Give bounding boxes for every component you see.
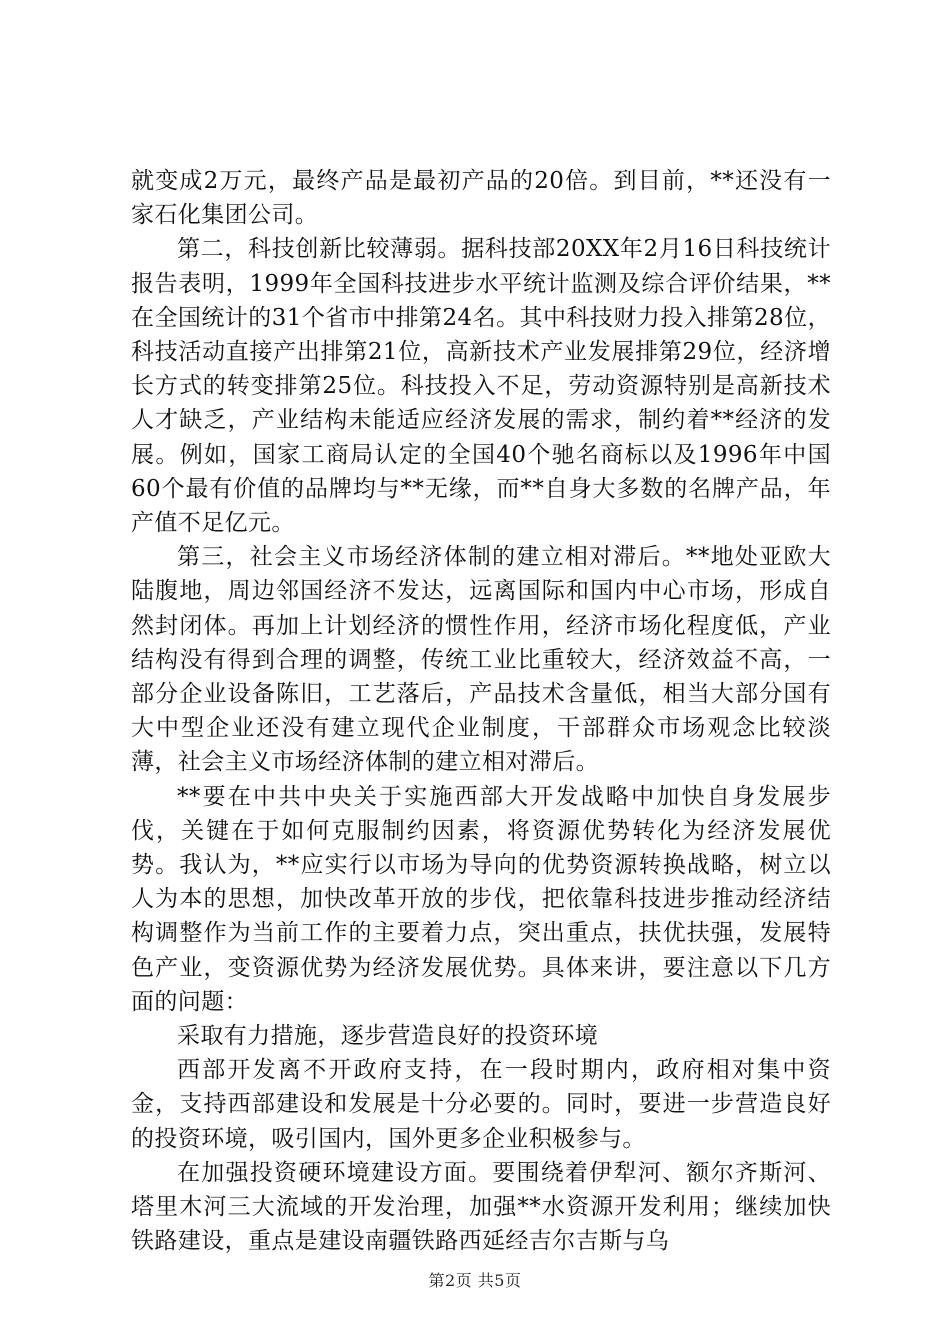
page-number-footer: 第2页 共5页 <box>428 1271 522 1290</box>
paragraph-strategy: **要在中共中央关于实施西部大开发战略中加快自身发展步伐，关键在于如何克服制约因素，将资源优势转化为经济发展优势。我认为，**应实行以市场为导向的优势资源转换战略，树立以人为本的思想，加快改革开放的步伐，把依靠科技进步推动经济结构调整作为当前工作的主要着力点，突出重点，扶优扶强，发展特色产业，变资源优势为经济发展优势。具体来讲，要注意以下几方面的问题： <box>131 783 831 1015</box>
paragraph-second-point: 第二，科技创新比较薄弱。据科技部20XX年2月16日科技统计报告表明，1999年全国科技进步水平统计监测及综合评价结果，**在全国统计的31个省市中排第24名。其中科技财力投入排第28位，科技活动直接产出排第21位，高新技术产业发展排第29位，经济增长方式的转变排第25位。科技投入不足，劳动资源特别是高新技术人才缺乏，产业结构未能适应经济发展的需求，制约着**经济的发展。例如，国家工商局认定的全国40个驰名商标以及1996年中国60个最有价值的品牌均与**无缘，而**自身大多数的名牌产品，年产值不足亿元。 <box>131 236 831 537</box>
document-body <box>131 164 831 1259</box>
paragraph-government-support: 西部开发离不开政府支持，在一段时期内，政府相对集中资金，支持西部建设和发展是十分必要的。同时，要进一步营造良好的投资环境，吸引国内，国外更多企业积极参与。 <box>131 1057 831 1152</box>
paragraph-hard-environment: 在加强投资硬环境建设方面。要围绕着伊犁河、额尔齐斯河、塔里木河三大流域的开发治理，加强**水资源开发利用；继续加快铁路建设，重点是建设南疆铁路西延经吉尔吉斯与乌 <box>131 1159 831 1255</box>
paragraph-continuation: 就变成2万元，最终产品是最初产品的20倍。到目前，**还没有一家石化集团公司。 <box>131 168 831 229</box>
paragraph-third-point: 第三，社会主义市场经济体制的建立相对滞后。**地处亚欧大陆腹地，周边邻国经济不发达，远离国际和国内中心市场，形成自然封闭体。再加上计划经济的惯性作用，经济市场化程度低，产业结构没有得到合理的调整，传统工业比重较大，经济效益不高，一部分企业设备陈旧，工艺落后，产品技术含量低，相当大部分国有大中型企业还没有建立现代企业制度，干部群众市场观念比较淡薄，社会主义市场经济体制的建立相对滞后。 <box>131 544 831 776</box>
section-heading-investment-environment: 采取有力措施，逐步营造良好的投资环境 <box>177 1023 599 1050</box>
